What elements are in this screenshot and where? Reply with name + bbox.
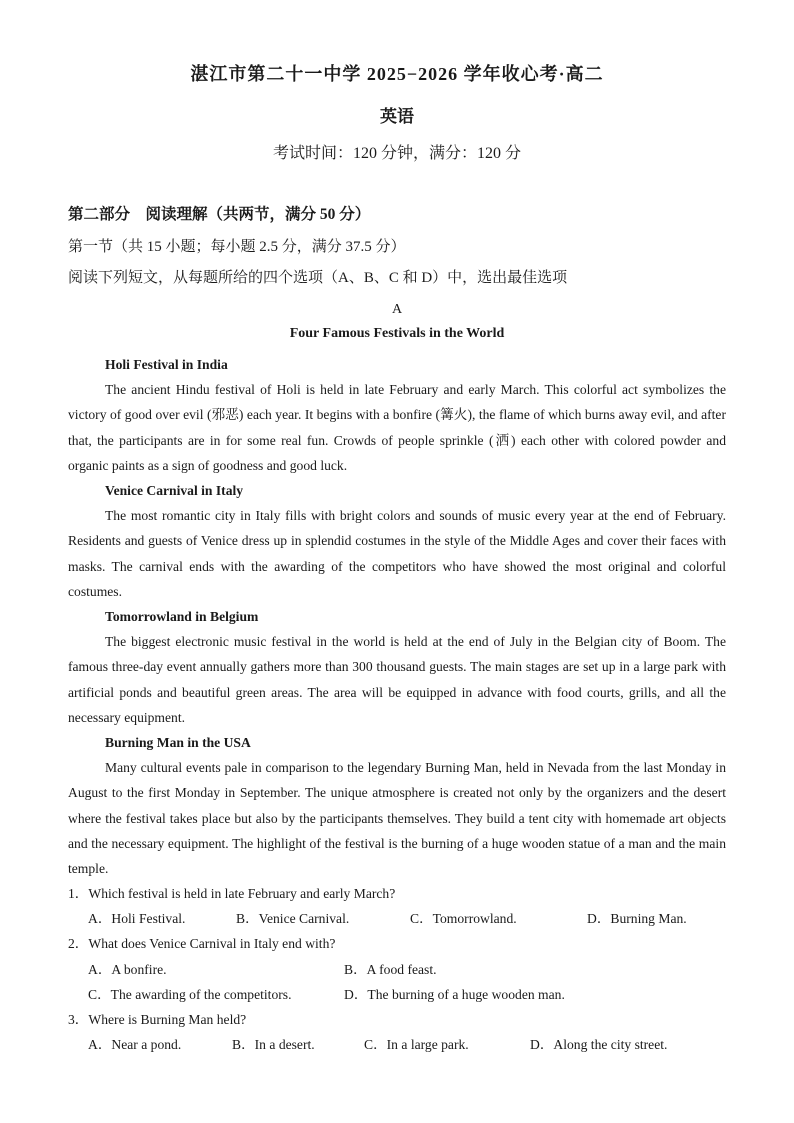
section-heading: 第二部分 阅读理解（共两节，满分 50 分） (68, 206, 371, 223)
question-stem: 1．Which festival is held in late February and early March? (68, 886, 396, 901)
question-options (68, 1032, 726, 1057)
option-b[interactable]: B．In a desert. (232, 1037, 315, 1053)
festival-paragraph: The biggest electronic music festival in the world is held at the end of July in the Belgian city of Boom. The famous three-day event annually gathers more than 300 thousand guests. The main stages are set up in a large park with artificial ponds and beautiful green areas. The area will be equipped in advance with food courts, grills, and all the necessary equipment. (68, 634, 726, 725)
question-options (68, 906, 726, 931)
exam-info: 考试时间：120 分钟，满分：120 分 (272, 145, 521, 162)
option-b[interactable]: B．Venice Carnival. (236, 911, 350, 927)
section-subheading: 第一节（共 15 小题；每小题 2.5 分，满分 37.5 分） (68, 239, 406, 255)
option-a[interactable]: A．Holi Festival. (88, 911, 186, 927)
option-b[interactable]: B．A food feast. (344, 961, 437, 977)
festival-paragraph: The ancient Hindu festival of Holi is held in late February and early March. This colorful act symbolizes the victory of good over evil (邪恶) each year. It begins with a bonfire (篝火), the flame of which burns away evil, and after that, the participants are in for some real fun. Crowds of people sprinkle (洒) each other with colored powder and organic paints as a sign of goodness and good luck. (68, 382, 726, 473)
section-instruction: 阅读下列短文，从每题所给的四个选项（A、B、C 和 D）中，选出最佳选项 (68, 270, 568, 286)
option-c[interactable]: C．In a large park. (364, 1037, 469, 1053)
festival-heading: Burning Man in the USA (105, 735, 251, 751)
subject-title: 英语 (380, 107, 414, 126)
festival-heading: Tomorrowland in Belgium (105, 609, 259, 625)
festival-heading: Holi Festival in India (105, 357, 228, 372)
exam-title: 湛江市第二十一中学 2025−2026 学年收心考·高二 (190, 64, 604, 84)
option-c[interactable]: C．Tomorrowland. (410, 911, 517, 927)
option-d[interactable]: D．Along the city street. (530, 1037, 668, 1053)
question-stem: 2．What does Venice Carnival in Italy end with? (68, 936, 336, 952)
option-a[interactable]: A．Near a pond. (88, 1037, 182, 1053)
option-a[interactable]: A．A bonfire. (88, 961, 167, 977)
festival-paragraph: The most romantic city in Italy fills with bright colors and sounds of music every year at the end of February. Residents and guests of Venice dress up in splendid costumes in the style of the Middle Ages and cover their faces with masks. The carnival ends with the awarding of the competitors who have showed the most original and colorful costumes. (68, 508, 726, 599)
question-options (68, 957, 726, 982)
question-list (68, 881, 726, 1057)
option-d[interactable]: D．The burning of a huge wooden man. (344, 986, 565, 1002)
festival-paragraph: Many cultural events pale in comparison to the legendary Burning Man, held in Nevada from the last Monday in August to the first Monday in September. The unique atmosphere is created not only by the organizers and the desert where the festival takes place but also by the participants themselves. They build a tent city with homemade art objects and the necessary equipment. The highlight of the festival is the burning of a huge wooden statue of a man and the main temple. (68, 760, 726, 877)
festival-heading: Venice Carnival in Italy (105, 483, 244, 499)
option-c[interactable]: C．The awarding of the competitors. (88, 986, 292, 1002)
question-options (68, 982, 726, 1007)
option-d[interactable]: D．Burning Man. (587, 911, 687, 927)
passage-body (68, 352, 726, 881)
passage-title: Four Famous Festivals in the World (289, 326, 505, 341)
passage-letter: A (391, 302, 403, 317)
question-stem: 3．Where is Burning Man held? (68, 1011, 247, 1027)
